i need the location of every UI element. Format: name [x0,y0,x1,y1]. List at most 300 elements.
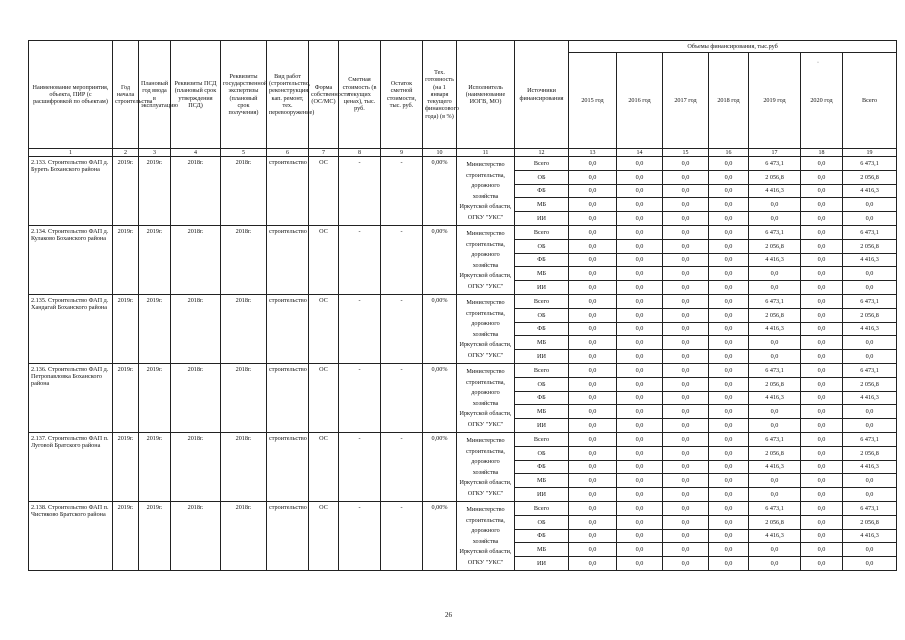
amount-cell: 0,0 [843,281,897,295]
header-readiness: Тех. готовность (на 1 января текущего финансового года) (в %) [423,41,457,149]
amount-cell: 0,0 [569,515,617,529]
header-year-2019: 2019 год [749,53,801,149]
amount-cell: 0,0 [569,350,617,364]
work-type-cell: строительство [267,501,309,570]
amount-cell: 0,0 [569,184,617,198]
funding-source-cell: МБ [515,267,569,281]
table-row [29,294,897,308]
amount-cell: 0,0 [663,239,709,253]
header-year-2017: 2017 год [663,53,709,149]
amount-cell: 2 056,8 [749,377,801,391]
header-year-2015: 2015 год [569,53,617,149]
funding-source-cell: МБ [515,474,569,488]
amount-cell: 2 056,8 [843,446,897,460]
amount-cell: 0,0 [569,253,617,267]
amount-cell: 0,0 [663,336,709,350]
amount-cell: 0,0 [617,501,663,515]
header-psd-requisites: Реквизиты ПСД (плановый срок утверждения ПСД) [171,41,221,149]
year-commission-cell: 2019г. [139,363,171,432]
amount-cell: 4 416,3 [843,253,897,267]
funding-source-cell: Всего [515,363,569,377]
column-number: 9 [381,149,423,157]
funding-source-cell: ОБ [515,377,569,391]
amount-cell: 0,0 [663,432,709,446]
executor-cell: Министерство строительства, дорожного хозяйства Иркутской области, ОГКУ "УКС" [457,363,515,432]
psd-cell: 2018г. [171,432,221,501]
amount-cell: 0,0 [663,322,709,336]
object-name: 2.136. Строительство ФАП д. Петропавловка Боханского района [29,363,113,432]
amount-cell: 0,0 [663,253,709,267]
amount-cell: 0,0 [709,198,749,212]
executor-cell: Министерство строительства, дорожного хозяйства Иркутской области, ОГКУ "УКС" [457,225,515,294]
funding-source-cell: ОБ [515,515,569,529]
funding-source-cell: ФБ [515,322,569,336]
amount-cell: 0,0 [709,543,749,557]
estimated-cost-cell: - [339,225,381,294]
expertise-cell: 2018г. [221,501,267,570]
amount-cell: 0,0 [569,501,617,515]
funding-source-cell: ИИ [515,419,569,433]
funding-source-cell: ОБ [515,308,569,322]
funding-source-cell: ИИ [515,557,569,571]
amount-cell: 0,0 [617,184,663,198]
amount-cell: 0,0 [569,529,617,543]
amount-cell: 0,0 [569,363,617,377]
amount-cell: 0,0 [709,212,749,226]
amount-cell: 0,0 [709,308,749,322]
amount-cell: 0,0 [709,322,749,336]
amount-cell: 0,0 [569,281,617,295]
amount-cell: 0,0 [709,281,749,295]
executor-cell: Министерство строительства, дорожного хозяйства Иркутской области, ОГКУ "УКС" [457,501,515,570]
amount-cell: 0,0 [569,460,617,474]
amount-cell: 0,0 [843,488,897,502]
amount-cell: 0,0 [801,225,843,239]
amount-cell: 0,0 [801,488,843,502]
object-name: 2.134. Строительство ФАП д. Кулаково Боханского района [29,225,113,294]
amount-cell: 0,0 [617,336,663,350]
amount-cell: 0,0 [617,432,663,446]
amount-cell: 0,0 [569,419,617,433]
amount-cell: 0,0 [709,157,749,171]
amount-cell: 4 416,3 [749,391,801,405]
amount-cell: 0,0 [801,432,843,446]
amount-cell: 0,0 [663,184,709,198]
amount-cell: 0,0 [569,170,617,184]
header-expertise-requisites: Реквизиты государственной экспертизы (плановый срок получения) [221,41,267,149]
amount-cell: 0,0 [749,557,801,571]
amount-cell: 0,0 [801,350,843,364]
amount-cell: 0,0 [663,557,709,571]
amount-cell: 0,0 [663,198,709,212]
funding-source-cell: ОБ [515,239,569,253]
amount-cell: 0,0 [569,322,617,336]
column-number: 19 [843,149,897,157]
amount-cell: 0,0 [709,432,749,446]
amount-cell: 4 416,3 [843,460,897,474]
amount-cell: 0,0 [569,294,617,308]
amount-cell: 0,0 [617,543,663,557]
amount-cell: 0,0 [843,474,897,488]
readiness-cell: 0,00% [423,363,457,432]
funding-source-cell: Всего [515,432,569,446]
amount-cell: 0,0 [663,212,709,226]
amount-cell: 0,0 [663,419,709,433]
funding-source-cell: МБ [515,543,569,557]
executor-cell: Министерство строительства, дорожного хозяйства Иркутской области, ОГКУ "УКС" [457,294,515,363]
funding-source-cell: ИИ [515,488,569,502]
column-number: 16 [709,149,749,157]
psd-cell: 2018г. [171,225,221,294]
header-name: Наименование мероприятия, объекта, ПИР (с расшифровкой по объектам) [29,41,113,149]
psd-cell: 2018г. [171,363,221,432]
amount-cell: 2 056,8 [749,515,801,529]
amount-cell: 6 473,1 [843,432,897,446]
amount-cell: 0,0 [663,460,709,474]
column-number: 6 [267,149,309,157]
year-commission-cell: 2019г. [139,225,171,294]
funding-source-cell: ФБ [515,184,569,198]
amount-cell: 0,0 [843,557,897,571]
table-row [29,225,897,239]
amount-cell: 4 416,3 [749,253,801,267]
column-number: 11 [457,149,515,157]
funding-source-cell: Всего [515,501,569,515]
amount-cell: 0,0 [569,212,617,226]
amount-cell: 0,0 [663,281,709,295]
column-number: 8 [339,149,381,157]
amount-cell: 6 473,1 [843,363,897,377]
amount-cell: 0,0 [709,350,749,364]
amount-cell: 0,0 [663,225,709,239]
amount-cell: 4 416,3 [749,184,801,198]
amount-cell: 0,0 [801,419,843,433]
amount-cell: 6 473,1 [749,225,801,239]
year-commission-cell: 2019г. [139,501,171,570]
amount-cell: 0,0 [663,350,709,364]
amount-cell: 0,0 [843,350,897,364]
amount-cell: 6 473,1 [843,501,897,515]
amount-cell: 0,0 [617,557,663,571]
amount-cell: 4 416,3 [749,322,801,336]
funding-source-cell: ИИ [515,350,569,364]
executor-cell: Министерство строительства, дорожного хозяйства Иркутской области, ОГКУ "УКС" [457,157,515,226]
speck-mark: · [817,60,819,66]
funding-source-cell: ИИ [515,212,569,226]
year-start-cell: 2019г. [113,294,139,363]
amount-cell: 0,0 [617,460,663,474]
column-number: 17 [749,149,801,157]
psd-cell: 2018г. [171,294,221,363]
amount-cell: 0,0 [709,363,749,377]
amount-cell: 0,0 [663,157,709,171]
amount-cell: 0,0 [663,405,709,419]
ownership-cell: ОС [309,294,339,363]
estimated-cost-cell: - [339,501,381,570]
remainder-cell: - [381,501,423,570]
ownership-cell: ОС [309,363,339,432]
amount-cell: 0,0 [663,170,709,184]
amount-cell: 0,0 [801,543,843,557]
amount-cell: 0,0 [801,281,843,295]
column-number: 5 [221,149,267,157]
header-executor: Исполнитель (наименование ИОГВ, МО) [457,41,515,149]
amount-cell: 0,0 [843,212,897,226]
amount-cell: 0,0 [617,405,663,419]
amount-cell: 2 056,8 [749,308,801,322]
header-year-2018: 2018 год [709,53,749,149]
header-funding-sources: Источники финансирования [515,41,569,149]
estimated-cost-cell: - [339,294,381,363]
amount-cell: 0,0 [617,212,663,226]
header-year-start: Год начала строительства [113,41,139,149]
ownership-cell: ОС [309,157,339,226]
amount-cell: 0,0 [749,488,801,502]
amount-cell: 0,0 [843,336,897,350]
year-start-cell: 2019г. [113,363,139,432]
remainder-cell: - [381,225,423,294]
amount-cell: 0,0 [617,474,663,488]
amount-cell: 4 416,3 [843,322,897,336]
column-number: 2 [113,149,139,157]
header-year-commission: Плановый год ввода в эксплуатацию [139,41,171,149]
amount-cell: 0,0 [801,446,843,460]
amount-cell: 6 473,1 [749,432,801,446]
column-number: 1 [29,149,113,157]
amount-cell: 0,0 [617,322,663,336]
funding-source-cell: Всего [515,225,569,239]
column-number: 14 [617,149,663,157]
amount-cell: 0,0 [749,267,801,281]
header-estimated-cost: Сметная стоимость (в текущих ценах), тыс. руб. [339,41,381,149]
expertise-cell: 2018г. [221,157,267,226]
amount-cell: 0,0 [663,488,709,502]
column-number: 15 [663,149,709,157]
remainder-cell: - [381,432,423,501]
year-commission-cell: 2019г. [139,432,171,501]
amount-cell: 0,0 [617,157,663,171]
amount-cell: 0,0 [617,267,663,281]
expertise-cell: 2018г. [221,225,267,294]
amount-cell: 0,0 [709,267,749,281]
column-number: 3 [139,149,171,157]
amount-cell: 0,0 [569,239,617,253]
funding-source-cell: ФБ [515,391,569,405]
amount-cell: 0,0 [709,184,749,198]
psd-cell: 2018г. [171,501,221,570]
amount-cell: 0,0 [663,474,709,488]
amount-cell: 4 416,3 [843,391,897,405]
amount-cell: 0,0 [569,267,617,281]
funding-source-cell: ОБ [515,170,569,184]
funding-source-cell: ОБ [515,446,569,460]
header-year-2020: 2020 год [801,53,843,149]
amount-cell: 0,0 [617,281,663,295]
header-total: Всего [843,53,897,149]
funding-source-cell: ФБ [515,460,569,474]
header-funding-group: Объемы финансирования, тыс.руб [569,41,897,53]
amount-cell: 0,0 [569,225,617,239]
amount-cell: 0,0 [569,198,617,212]
amount-cell: 0,0 [617,363,663,377]
amount-cell: 2 056,8 [749,446,801,460]
amount-cell: 0,0 [709,446,749,460]
table-row [29,157,897,171]
header-cost-remainder: Остаток сметной стоимости, тыс. руб. [381,41,423,149]
amount-cell: 6 473,1 [843,294,897,308]
amount-cell: 0,0 [709,336,749,350]
amount-cell: 0,0 [801,377,843,391]
column-number: 13 [569,149,617,157]
ownership-cell: ОС [309,432,339,501]
amount-cell: 0,0 [617,294,663,308]
amount-cell: 0,0 [709,377,749,391]
column-number: 4 [171,149,221,157]
amount-cell: 0,0 [801,212,843,226]
year-commission-cell: 2019г. [139,294,171,363]
object-name: 2.133. Строительство ФАП д. Буреть Боханского района [29,157,113,226]
amount-cell: 0,0 [569,336,617,350]
expertise-cell: 2018г. [221,294,267,363]
readiness-cell: 0,00% [423,294,457,363]
remainder-cell: - [381,294,423,363]
amount-cell: 6 473,1 [843,157,897,171]
amount-cell: 0,0 [709,405,749,419]
amount-cell: 0,0 [663,377,709,391]
amount-cell: 6 473,1 [749,157,801,171]
amount-cell: 0,0 [617,515,663,529]
amount-cell: 4 416,3 [749,529,801,543]
amount-cell: 0,0 [749,198,801,212]
table-row [29,363,897,377]
amount-cell: 0,0 [709,419,749,433]
amount-cell: 0,0 [801,198,843,212]
amount-cell: 0,0 [801,157,843,171]
year-start-cell: 2019г. [113,501,139,570]
amount-cell: 0,0 [749,405,801,419]
amount-cell: 0,0 [617,350,663,364]
amount-cell: 0,0 [801,184,843,198]
amount-cell: 0,0 [801,239,843,253]
object-name: 2.137. Строительство ФАП п. Луговой Братского района [29,432,113,501]
amount-cell: 4 416,3 [749,460,801,474]
year-start-cell: 2019г. [113,225,139,294]
funding-source-cell: МБ [515,198,569,212]
header-year-2016: 2016 год [617,53,663,149]
amount-cell: 0,0 [801,322,843,336]
amount-cell: 0,0 [801,253,843,267]
amount-cell: 6 473,1 [749,501,801,515]
amount-cell: 0,0 [709,460,749,474]
amount-cell: 0,0 [617,253,663,267]
amount-cell: 0,0 [663,446,709,460]
amount-cell: 0,0 [569,405,617,419]
remainder-cell: - [381,363,423,432]
amount-cell: 0,0 [801,170,843,184]
amount-cell: 4 416,3 [843,529,897,543]
amount-cell: 0,0 [569,474,617,488]
amount-cell: 0,0 [569,391,617,405]
estimated-cost-cell: - [339,157,381,226]
amount-cell: 2 056,8 [843,515,897,529]
work-type-cell: строительство [267,157,309,226]
amount-cell: 0,0 [569,308,617,322]
work-type-cell: строительство [267,363,309,432]
amount-cell: 0,0 [709,474,749,488]
amount-cell: 0,0 [801,557,843,571]
amount-cell: 0,0 [663,529,709,543]
amount-cell: 2 056,8 [843,239,897,253]
amount-cell: 0,0 [749,336,801,350]
amount-cell: 0,0 [749,543,801,557]
funding-source-cell: МБ [515,405,569,419]
page-number: 26 [445,611,452,619]
ownership-cell: ОС [309,225,339,294]
document-page [28,40,879,594]
amount-cell: 0,0 [801,474,843,488]
ownership-cell: ОС [309,501,339,570]
amount-cell: 0,0 [663,515,709,529]
amount-cell: 6 473,1 [749,294,801,308]
amount-cell: 0,0 [617,225,663,239]
funding-source-cell: ИИ [515,281,569,295]
amount-cell: 0,0 [749,474,801,488]
estimated-cost-cell: - [339,363,381,432]
amount-cell: 0,0 [617,488,663,502]
amount-cell: 0,0 [617,308,663,322]
amount-cell: 0,0 [801,501,843,515]
amount-cell: 0,0 [569,157,617,171]
amount-cell: 0,0 [709,294,749,308]
amount-cell: 0,0 [801,460,843,474]
funding-source-cell: ФБ [515,253,569,267]
amount-cell: 0,0 [709,501,749,515]
amount-cell: 0,0 [617,391,663,405]
amount-cell: 0,0 [663,391,709,405]
funding-source-cell: Всего [515,157,569,171]
amount-cell: 0,0 [801,515,843,529]
column-number: 7 [309,149,339,157]
readiness-cell: 0,00% [423,157,457,226]
readiness-cell: 0,00% [423,432,457,501]
amount-cell: 0,0 [569,488,617,502]
amount-cell: 0,0 [801,405,843,419]
estimated-cost-cell: - [339,432,381,501]
amount-cell: 0,0 [801,391,843,405]
amount-cell: 0,0 [617,198,663,212]
amount-cell: 2 056,8 [843,170,897,184]
amount-cell: 2 056,8 [749,170,801,184]
amount-cell: 0,0 [801,336,843,350]
column-number: 18 [801,149,843,157]
expertise-cell: 2018г. [221,363,267,432]
amount-cell: 0,0 [749,419,801,433]
executor-cell: Министерство строительства, дорожного хозяйства Иркутской области, ОГКУ "УКС" [457,432,515,501]
amount-cell: 0,0 [663,294,709,308]
amount-cell: 0,0 [617,419,663,433]
amount-cell: 0,0 [843,267,897,281]
column-number-row [29,149,897,157]
amount-cell: 0,0 [749,212,801,226]
table-row [29,501,897,515]
work-type-cell: строительство [267,294,309,363]
amount-cell: 0,0 [617,529,663,543]
amount-cell: 6 473,1 [843,225,897,239]
amount-cell: 0,0 [709,239,749,253]
amount-cell: 0,0 [663,543,709,557]
amount-cell: 0,0 [709,488,749,502]
column-number: 10 [423,149,457,157]
